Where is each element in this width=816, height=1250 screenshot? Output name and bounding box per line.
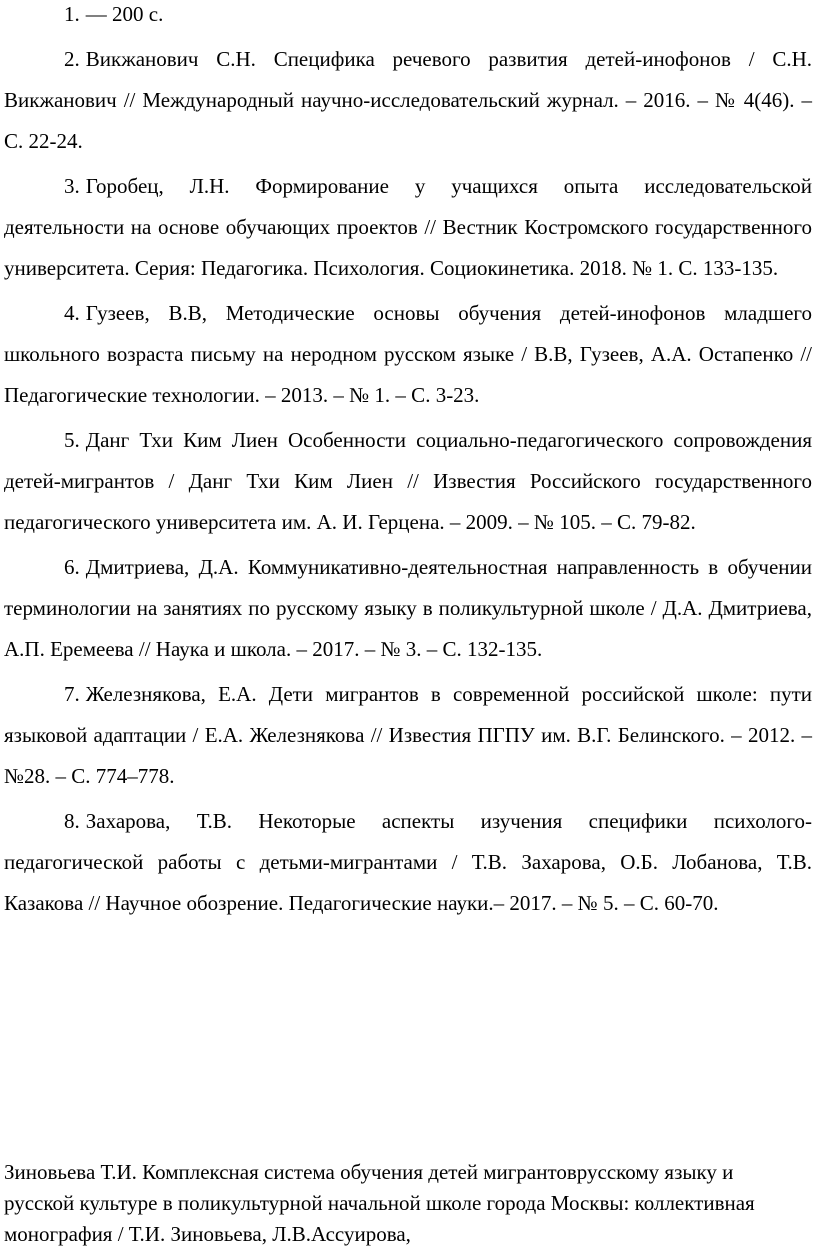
reference-text: Захарова, Т.В. Некоторые аспекты изучения специфики психолого-педагогической работы с детьми-мигрантами / Т.В. Захарова, О.Б. Лобанова, Т.В. Казакова // Научное обозрение. Педагогические науки.– 2017. – № 5. – С. 60-70. xyxy=(4,809,812,915)
reference-item xyxy=(0,547,816,670)
unnumbered-reference-text: Зиновьева Т.И. Комплексная система обучения детей мигрантоврусскому языку и русской культуре в поликультурной начальной школе города Москвы: коллективная монография / Т.И. Зиновьева, Л.В.Ассуирова, xyxy=(4,1160,755,1246)
reference-item xyxy=(0,166,816,289)
reference-item xyxy=(0,420,816,543)
reference-text: Гузеев, В.В, Методические основы обучения детей-инофонов младшего школьного возраста письму на неродном русском языке / В.В, Гузеев, А.А. Остапенко // Педагогические технологии. – 2013. – № 1. – С. 3-23. xyxy=(4,301,812,407)
reference-text: Данг Тхи Ким Лиен Особенности социально-педагогического сопровождения детей-мигрантов / Данг Тхи Ким Лиен // Известия Российского государственного педагогического университета им. А. И. Герцена. – 2009. – № 105. – С. 79-82. xyxy=(4,428,812,534)
reference-number: 3. xyxy=(64,174,80,198)
reference-item xyxy=(0,293,816,416)
reference-number: 4. xyxy=(64,301,80,325)
reference-item xyxy=(0,0,816,35)
reference-item xyxy=(0,39,816,162)
reference-text: Железнякова, Е.А. Дети мигрантов в современной российской школе: пути языковой адаптации / Е.А. Железнякова // Известия ПГПУ им. В.Г. Белинского. – 2012. – №28. – С. 774–778. xyxy=(4,682,812,788)
reference-item xyxy=(0,674,816,797)
reference-number: 8. xyxy=(64,809,80,833)
reference-number: 7. xyxy=(64,682,80,706)
reference-text: Викжанович С.Н. Специфика речевого развития детей-инофонов / С.Н. Викжанович // Международный научно-исследовательский журнал. – 2016. – № 4(46). – С. 22-24. xyxy=(4,47,812,153)
reference-number: 6. xyxy=(64,555,80,579)
reference-number: 5. xyxy=(64,428,80,452)
reference-item xyxy=(0,801,816,924)
reference-number: 2. xyxy=(64,47,80,71)
reference-text: Горобец, Л.Н. Формирование у учащихся опыта исследовательской деятельности на основе обучающих проектов // Вестник Костромского государственного университета. Серия: Педагогика. Психология. Социокинетика. 2018. № 1. С. 133-135. xyxy=(4,174,812,280)
reference-text: — 200 с. xyxy=(85,2,164,26)
reference-number: 1. xyxy=(64,2,80,26)
reference-text: Дмитриева, Д.А. Коммуникативно-деятельностная направленность в обучении терминологии на занятиях по русскому языку в поликультурной школе / Д.А. Дмитриева, А.П. Еремеева // Наука и школа. – 2017. – № 3. – С. 132-135. xyxy=(4,555,812,661)
